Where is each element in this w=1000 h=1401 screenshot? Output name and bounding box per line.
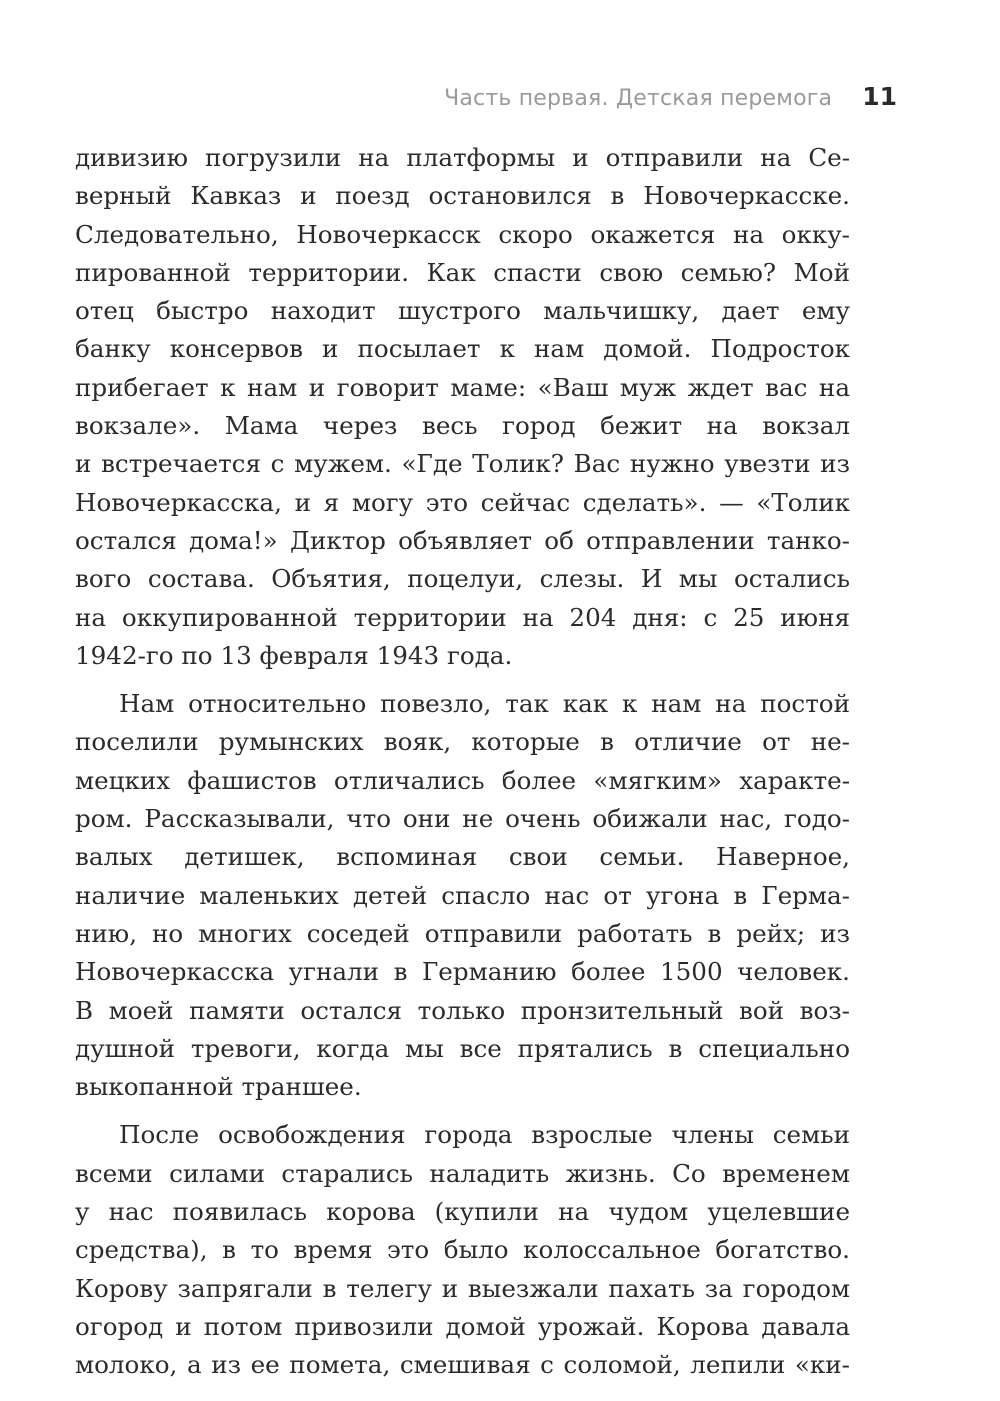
text-line: поселили румынских вояк, которые в отличие от не- — [75, 727, 850, 757]
text-line: пированной территории. Как спасти свою семью? Мой — [75, 257, 850, 287]
text-line: наличие маленьких детей спасло нас от угона в Герма- — [75, 880, 850, 910]
paragraph-3 — [75, 1116, 850, 1384]
text-line: всеми силами старались наладить жизнь. Со временем — [75, 1158, 850, 1188]
text-line: прибегает к нам и говорит маме: «Ваш муж ждет вас на — [75, 372, 850, 402]
text-line: валых детишек, вспоминая свои семьи. Наверное, — [75, 842, 850, 872]
text-line: нию, но многих соседей отправили работать в рейх; из — [75, 918, 850, 948]
text-line: 1942-го по 13 февраля 1943 года. — [75, 640, 513, 670]
paragraph-gap — [75, 675, 850, 685]
text-line: у нас появилась корова (купили на чудом уцелевшие — [75, 1197, 850, 1227]
paragraph-gap — [75, 1106, 850, 1116]
paragraph-2 — [75, 685, 850, 1106]
text-line: огород и потом привозили домой урожай. Корова давала — [75, 1311, 850, 1341]
text-line: Следовательно, Новочеркасск скоро окажется на окку- — [75, 219, 850, 249]
body-text — [75, 139, 850, 1385]
text-line: В моей памяти остался только пронзительный вой воз- — [75, 995, 850, 1025]
text-line: Новочеркасска угнали в Германию более 1500 человек. — [75, 957, 850, 987]
running-header — [75, 82, 897, 116]
text-line: мецких фашистов отличались более «мягким» характе- — [75, 765, 850, 795]
text-line: банку консервов и посылает к нам домой. Подросток — [75, 334, 850, 364]
text-line: и встречается с мужем. «Где Толик? Вас нужно увезти из — [75, 449, 850, 479]
paragraph-1 — [75, 139, 850, 675]
text-line: молоко, а из ее помета, смешивая с соломой, лепили «ки- — [75, 1350, 850, 1380]
text-line: После освобождения города взрослые члены семьи — [119, 1120, 850, 1150]
page-number: 11 — [862, 82, 897, 111]
text-line: Нам относительно повезло, так как к нам на постой — [119, 689, 850, 719]
text-line: вокзале». Мама через весь город бежит на вокзал — [75, 411, 850, 441]
text-line: средства), в то время это было колоссальное богатство. — [75, 1235, 850, 1265]
text-line: ром. Рассказывали, что они не очень обижали нас, годо- — [75, 804, 850, 834]
text-line: Новочеркасска, и я могу это сейчас сделать». — «Толик — [75, 487, 850, 517]
text-line: Корову запрягали в телегу и выезжали пахать за городом — [75, 1273, 850, 1303]
text-line: верный Кавказ и поезд остановился в Новочеркасске. — [75, 181, 850, 211]
text-line: остался дома!» Диктор объявляет об отправлении танко- — [75, 525, 850, 555]
text-line: душной тревоги, когда мы все прятались в специально — [75, 1033, 850, 1063]
text-line: отец быстро находит шустрого мальчишку, дает ему — [75, 296, 850, 326]
text-line: на оккупированной территории на 204 дня: с 25 июня — [75, 602, 850, 632]
running-title: Часть первая. Детская перемога — [444, 86, 833, 111]
text-line: дивизию погрузили на платформы и отправили на Се- — [75, 143, 850, 172]
text-line: выкопанной траншее. — [75, 1072, 362, 1102]
text-line: вого состава. Объятия, поцелуи, слезы. И мы остались — [75, 564, 850, 594]
